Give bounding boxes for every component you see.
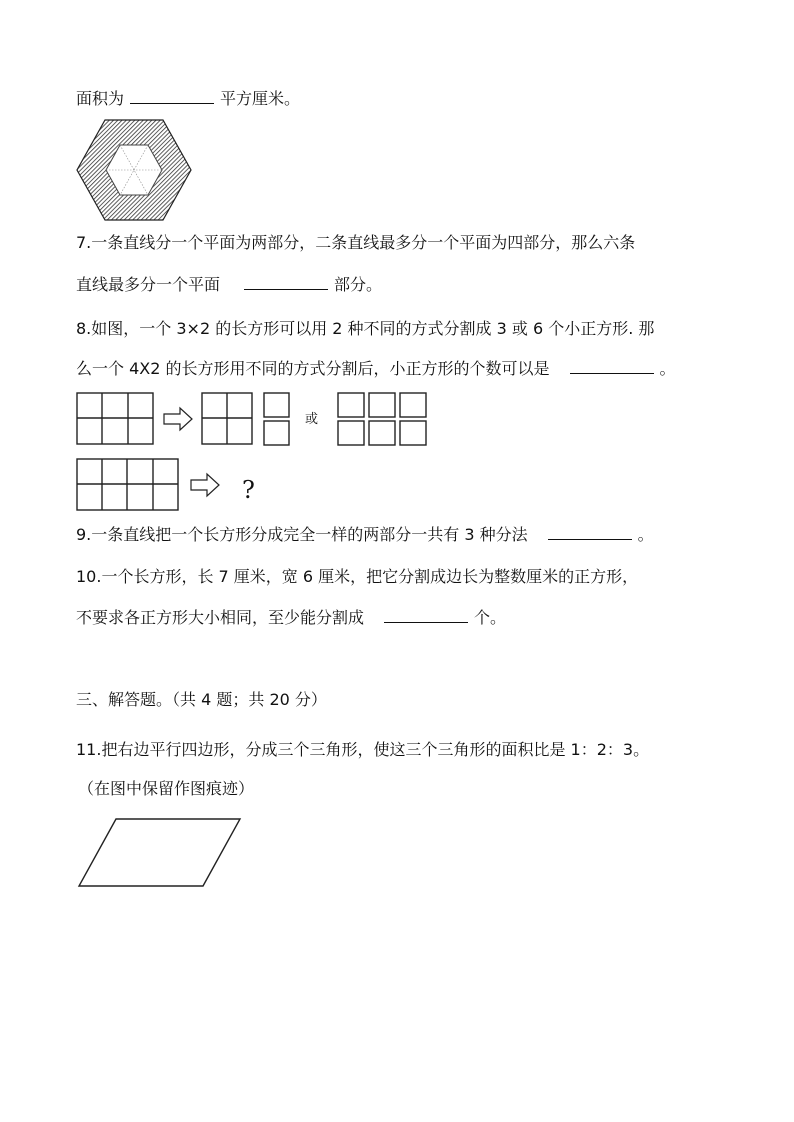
q7-text-before: 直线最多分一个平面: [76, 275, 221, 294]
parallelogram-figure: [76, 815, 244, 891]
q7-line2: [76, 274, 382, 296]
q10-line2: [76, 607, 506, 629]
q10-text-after: 个。: [474, 608, 507, 627]
q11-line2: （在图中保留作图痕迹）: [78, 779, 255, 798]
question-mark: ?: [242, 476, 255, 504]
q6-text-before: 面积为: [76, 89, 125, 108]
split-option-2: [338, 393, 426, 445]
q8-answer-blank[interactable]: [570, 359, 654, 374]
arrow-right-icon: [164, 408, 192, 430]
q6-answer-line: [76, 88, 300, 110]
q7-line1: 7.一条直线分一个平面为两部分，二条直线最多分一个平面为四部分，那么六条: [76, 233, 636, 252]
q10-answer-blank[interactable]: [384, 608, 468, 623]
q6-text-after: 平方厘米。: [220, 89, 301, 108]
q8-line2: [76, 358, 676, 380]
q10-line1: 10.一个长方形，长 7 厘米，宽 6 厘米，把它分割成边长为整数厘米的正方形，: [76, 567, 639, 586]
grid-3x2: [77, 393, 153, 444]
q11-line1: 11.把右边平行四边形，分成三个三角形，使这三个三角形的面积比是 1：2：3。: [76, 740, 650, 759]
q10-text-before: 不要求各正方形大小相同，至少能分割成: [76, 608, 365, 627]
q6-answer-blank[interactable]: [130, 89, 214, 104]
or-label: 或: [305, 412, 319, 427]
q7-answer-blank[interactable]: [244, 275, 328, 290]
q8-text-after: 。: [659, 359, 676, 378]
q9-text-before: 9.一条直线把一个长方形分成完全一样的两部分一共有 3 种分法: [76, 525, 528, 544]
arrow-right-icon: [191, 474, 219, 496]
section3-title: 三、解答题。（共 4 题；共 20 分）: [76, 690, 327, 709]
q8-figure-row1: [76, 390, 436, 452]
hexagon-figure: [76, 119, 192, 221]
q9-text-after: 。: [637, 525, 654, 544]
q8-figure-row2: [76, 456, 276, 514]
q7-text-after: 部分。: [334, 275, 383, 294]
split-option-1: [202, 393, 289, 445]
grid-4x2: [77, 459, 178, 510]
q8-text-before: 么一个 4X2 的长方形用不同的方式分割后，小正方形的个数可以是: [76, 359, 550, 378]
q9-answer-blank[interactable]: [548, 525, 632, 540]
q9-line: [76, 524, 654, 546]
q8-line1: 8.如图，一个 3×2 的长方形可以用 2 种不同的方式分割成 3 或 6 个小正方形. 那: [76, 319, 655, 338]
